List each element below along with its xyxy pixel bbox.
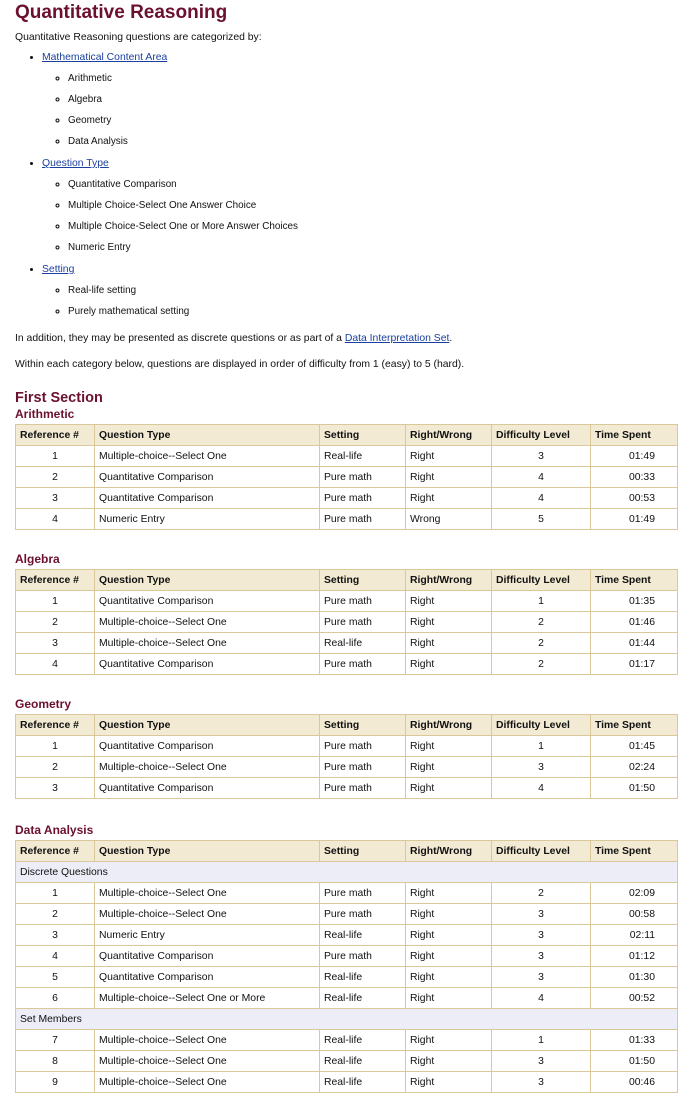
time-cell: 00:53 [591, 488, 678, 509]
paragraph-presentation [15, 332, 676, 346]
setting-cell: Pure math [320, 488, 406, 509]
difficulty-cell: 1 [492, 591, 591, 612]
time-cell: 01:50 [591, 1051, 678, 1072]
time-cell: 01:30 [591, 967, 678, 988]
reference-cell: 4 [16, 946, 95, 967]
link-question-type[interactable]: Question Type [42, 158, 109, 169]
column-header: Setting [320, 715, 406, 736]
column-header: Question Type [95, 570, 320, 591]
group-label: Discrete Questions [16, 862, 678, 883]
reference-cell: 3 [16, 488, 95, 509]
reference-cell: 1 [16, 736, 95, 757]
table-row [16, 988, 678, 1009]
question-type-cell: Numeric Entry [95, 509, 320, 530]
column-header: Time Spent [591, 425, 678, 446]
category-item-question-type [42, 157, 676, 255]
table-row [16, 946, 678, 967]
setting-cell: Pure math [320, 612, 406, 633]
time-cell: 01:35 [591, 591, 678, 612]
difficulty-cell: 3 [492, 925, 591, 946]
table-body [16, 591, 678, 675]
reference-cell: 2 [16, 467, 95, 488]
column-header: Time Spent [591, 570, 678, 591]
question-type-cell: Multiple-choice--Select One [95, 757, 320, 778]
difficulty-cell: 4 [492, 988, 591, 1009]
difficulty-cell: 3 [492, 1072, 591, 1093]
table-body-discrete [16, 883, 678, 1009]
setting-cell: Pure math [320, 904, 406, 925]
table-title-arithmetic: Arithmetic [15, 407, 75, 421]
section-title: First Section [15, 390, 103, 406]
setting-cell: Pure math [320, 778, 406, 799]
question-type-cell: Multiple-choice--Select One [95, 1030, 320, 1051]
table-row [16, 883, 678, 904]
table-geometry [15, 714, 678, 799]
table-row [16, 904, 678, 925]
list-item: ◦ Geometry [68, 114, 676, 128]
column-header: Difficulty Level [492, 841, 591, 862]
time-cell: 01:12 [591, 946, 678, 967]
column-header: Setting [320, 841, 406, 862]
difficulty-cell: 4 [492, 467, 591, 488]
difficulty-cell: 2 [492, 633, 591, 654]
difficulty-cell: 2 [492, 654, 591, 675]
reference-cell: 2 [16, 904, 95, 925]
table-header-row [16, 570, 678, 591]
question-type-cell: Quantitative Comparison [95, 591, 320, 612]
column-header: Question Type [95, 425, 320, 446]
difficulty-cell: 3 [492, 446, 591, 467]
table-row [16, 1072, 678, 1093]
link-data-interpretation-set[interactable]: Data Interpretation Set [344, 333, 450, 344]
difficulty-cell: 3 [492, 1051, 591, 1072]
question-type-cell: Quantitative Comparison [95, 654, 320, 675]
table-row [16, 736, 678, 757]
question-type-sublist [42, 178, 676, 255]
time-cell: 01:49 [591, 509, 678, 530]
result-cell: Wrong [406, 509, 492, 530]
question-type-cell: Multiple-choice--Select One [95, 446, 320, 467]
difficulty-cell: 3 [492, 904, 591, 925]
time-cell: 02:24 [591, 757, 678, 778]
table-body [16, 862, 678, 883]
question-type-cell: Quantitative Comparison [95, 736, 320, 757]
table-body [16, 736, 678, 799]
reference-cell: 3 [16, 633, 95, 654]
column-header: Right/Wrong [406, 570, 492, 591]
time-cell: 01:50 [591, 778, 678, 799]
reference-cell: 2 [16, 612, 95, 633]
reference-cell: 3 [16, 778, 95, 799]
result-cell: Right [406, 988, 492, 1009]
difficulty-cell: 4 [492, 778, 591, 799]
result-cell: Right [406, 946, 492, 967]
table-row [16, 509, 678, 530]
result-cell: Right [406, 446, 492, 467]
setting-cell: Real-life [320, 925, 406, 946]
difficulty-cell: 1 [492, 1030, 591, 1051]
setting-cell: Pure math [320, 883, 406, 904]
list-item: ◦ Multiple Choice-Select One or More Answer Choices [68, 220, 676, 234]
result-cell: Right [406, 633, 492, 654]
setting-cell: Real-life [320, 1030, 406, 1051]
difficulty-cell: 5 [492, 509, 591, 530]
setting-cell: Real-life [320, 1072, 406, 1093]
setting-cell: Pure math [320, 467, 406, 488]
setting-cell: Real-life [320, 967, 406, 988]
table-data-analysis [15, 840, 678, 1093]
group-label: Set Members [16, 1009, 678, 1030]
table-algebra [15, 569, 678, 675]
question-type-cell: Quantitative Comparison [95, 946, 320, 967]
table-body-set-header [16, 1009, 678, 1030]
reference-cell: 1 [16, 591, 95, 612]
result-cell: Right [406, 591, 492, 612]
result-cell: Right [406, 778, 492, 799]
question-type-cell: Multiple-choice--Select One [95, 1051, 320, 1072]
table-arithmetic [15, 424, 678, 530]
question-type-cell: Quantitative Comparison [95, 967, 320, 988]
table-header-row [16, 425, 678, 446]
result-cell: Right [406, 1072, 492, 1093]
column-header: Question Type [95, 841, 320, 862]
result-cell: Right [406, 736, 492, 757]
table-row [16, 1030, 678, 1051]
column-header: Setting [320, 570, 406, 591]
column-header: Right/Wrong [406, 715, 492, 736]
time-cell: 00:46 [591, 1072, 678, 1093]
table-row [16, 1051, 678, 1072]
table-row [16, 446, 678, 467]
reference-cell: 7 [16, 1030, 95, 1051]
page-title: Quantitative Reasoning [15, 2, 228, 23]
result-cell: Right [406, 925, 492, 946]
column-header: Time Spent [591, 715, 678, 736]
reference-cell: 2 [16, 757, 95, 778]
time-cell: 02:11 [591, 925, 678, 946]
setting-cell: Real-life [320, 1051, 406, 1072]
question-type-cell: Quantitative Comparison [95, 488, 320, 509]
result-cell: Right [406, 612, 492, 633]
column-header: Reference # [16, 570, 95, 591]
result-cell: Right [406, 1030, 492, 1051]
time-cell: 02:09 [591, 883, 678, 904]
setting-sublist [42, 284, 676, 319]
list-item: ◦ Multiple Choice-Select One Answer Choice [68, 199, 676, 213]
question-type-cell: Multiple-choice--Select One [95, 1072, 320, 1093]
table-row [16, 757, 678, 778]
table-row [16, 925, 678, 946]
content-area-sublist [42, 72, 676, 149]
reference-cell: 1 [16, 883, 95, 904]
setting-cell: Real-life [320, 633, 406, 654]
list-item: ◦ Purely mathematical setting [68, 305, 676, 319]
result-cell: Right [406, 967, 492, 988]
group-row-discrete [16, 862, 678, 883]
result-cell: Right [406, 757, 492, 778]
result-cell: Right [406, 1051, 492, 1072]
time-cell: 00:33 [591, 467, 678, 488]
column-header: Question Type [95, 715, 320, 736]
paragraph-difficulty: Within each category below, questions are displayed in order of difficulty from 1 (easy) to 5 (hard). [15, 359, 465, 370]
list-item: ◦ Quantitative Comparison [68, 178, 676, 192]
result-cell: Right [406, 883, 492, 904]
difficulty-cell: 3 [492, 967, 591, 988]
table-row [16, 488, 678, 509]
table-row [16, 591, 678, 612]
time-cell: 01:33 [591, 1030, 678, 1051]
paragraph-text-end: . [449, 333, 453, 344]
list-item: ◦ Arithmetic [68, 72, 676, 86]
group-row-set-members [16, 1009, 678, 1030]
table-title-geometry: Geometry [15, 697, 72, 711]
question-type-cell: Multiple-choice--Select One [95, 612, 320, 633]
reference-cell: 1 [16, 446, 95, 467]
table-body [16, 446, 678, 530]
table-title-algebra: Algebra [15, 552, 60, 566]
category-item-setting [42, 263, 676, 319]
reference-cell: 5 [16, 967, 95, 988]
reference-cell: 9 [16, 1072, 95, 1093]
column-header: Setting [320, 425, 406, 446]
table-body-set-members [16, 1030, 678, 1093]
column-header: Difficulty Level [492, 425, 591, 446]
table-row [16, 778, 678, 799]
list-item: ◦ Data Analysis [68, 135, 676, 149]
difficulty-cell: 2 [492, 883, 591, 904]
category-list [15, 51, 676, 319]
time-cell: 01:17 [591, 654, 678, 675]
question-type-cell: Quantitative Comparison [95, 467, 320, 488]
setting-cell: Pure math [320, 736, 406, 757]
result-cell: Right [406, 488, 492, 509]
table-row [16, 967, 678, 988]
time-cell: 01:44 [591, 633, 678, 654]
setting-cell: Real-life [320, 988, 406, 1009]
result-cell: Right [406, 654, 492, 675]
difficulty-cell: 3 [492, 946, 591, 967]
setting-cell: Pure math [320, 509, 406, 530]
table-row [16, 467, 678, 488]
setting-cell: Pure math [320, 946, 406, 967]
setting-cell: Pure math [320, 591, 406, 612]
reference-cell: 4 [16, 509, 95, 530]
column-header: Right/Wrong [406, 425, 492, 446]
column-header: Reference # [16, 841, 95, 862]
column-header: Time Spent [591, 841, 678, 862]
table-title-data-analysis: Data Analysis [15, 823, 94, 837]
result-cell: Right [406, 467, 492, 488]
reference-cell: 8 [16, 1051, 95, 1072]
table-row [16, 654, 678, 675]
list-item: ◦ Algebra [68, 93, 676, 107]
difficulty-cell: 1 [492, 736, 591, 757]
link-mathematical-content-area[interactable]: Mathematical Content Area [42, 52, 168, 63]
reference-cell: 6 [16, 988, 95, 1009]
time-cell: 01:46 [591, 612, 678, 633]
column-header: Reference # [16, 425, 95, 446]
difficulty-cell: 4 [492, 488, 591, 509]
column-header: Difficulty Level [492, 570, 591, 591]
column-header: Difficulty Level [492, 715, 591, 736]
question-type-cell: Multiple-choice--Select One [95, 883, 320, 904]
setting-cell: Real-life [320, 446, 406, 467]
time-cell: 00:58 [591, 904, 678, 925]
setting-cell: Pure math [320, 654, 406, 675]
column-header: Right/Wrong [406, 841, 492, 862]
category-item-content-area [42, 51, 676, 149]
table-row [16, 612, 678, 633]
time-cell: 01:45 [591, 736, 678, 757]
question-type-cell: Multiple-choice--Select One [95, 904, 320, 925]
question-type-cell: Multiple-choice--Select One or More [95, 988, 320, 1009]
column-header: Reference # [16, 715, 95, 736]
list-item: ◦ Real-life setting [68, 284, 676, 298]
question-type-cell: Numeric Entry [95, 925, 320, 946]
table-row [16, 633, 678, 654]
paragraph-text: In addition, they may be presented as discrete questions or as part of a [15, 333, 345, 344]
time-cell: 00:52 [591, 988, 678, 1009]
setting-cell: Pure math [320, 757, 406, 778]
link-setting[interactable]: Setting [42, 264, 75, 275]
table-header-row [16, 841, 678, 862]
reference-cell: 4 [16, 654, 95, 675]
difficulty-cell: 3 [492, 757, 591, 778]
table-header-row [16, 715, 678, 736]
difficulty-cell: 2 [492, 612, 591, 633]
list-item: ◦ Numeric Entry [68, 241, 676, 255]
question-type-cell: Multiple-choice--Select One [95, 633, 320, 654]
result-cell: Right [406, 904, 492, 925]
intro-text: Quantitative Reasoning questions are categorized by: [15, 32, 262, 43]
question-type-cell: Quantitative Comparison [95, 778, 320, 799]
time-cell: 01:49 [591, 446, 678, 467]
reference-cell: 3 [16, 925, 95, 946]
